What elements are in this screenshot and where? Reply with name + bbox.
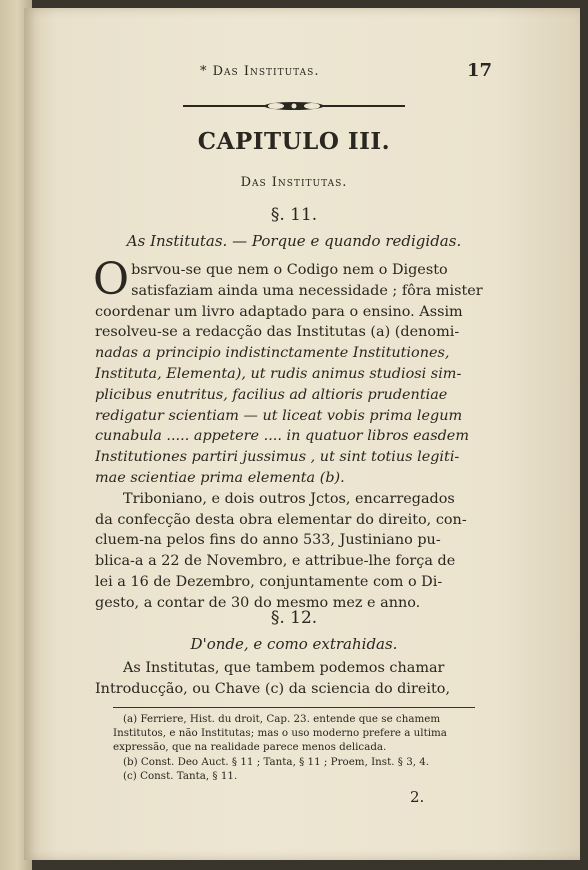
section-heading: D'onde, e como extrahidas. <box>190 635 398 653</box>
text-line: plicibus enutritus, facilius ad altioris prudentiae <box>95 386 448 403</box>
footnote-line: Institutos, e não Institutas; mas o uso moderno prefere a ultima <box>113 727 447 740</box>
text-line: mae scientiae prima elementa (b). <box>95 469 345 486</box>
footnote-line: (b) Const. Deo Auct. § 11 ; Tanta, § 11 ; Proem, Inst. § 3, 4. <box>123 755 430 768</box>
footnotes <box>113 712 493 783</box>
text-line: lei a 16 de Dezembro, conjuntamente com o Di- <box>95 573 443 590</box>
footnote-line: expressão, que na realidade parece menos delicada. <box>113 741 387 754</box>
chapter-title: CAPITULO III. <box>197 128 391 155</box>
text-line: Institutiones partiri jussimus , ut sint totius legiti- <box>95 449 460 466</box>
text-line: gesto, a contar de 30 do mesmo mez e anno. <box>95 594 421 611</box>
footnote-line: (c) Const. Tanta, § 11. <box>123 769 238 782</box>
text-line: Instituta, Elementa), ut rudis animus studiosi sim- <box>95 365 462 382</box>
running-header: * Das Institutas. <box>200 64 320 79</box>
paragraph-1 <box>93 254 488 614</box>
text-line: Triboniano, e dois outros Jctos, encarregados <box>123 490 455 507</box>
page-number: 17 <box>467 60 493 81</box>
section-number: §. 12. <box>270 608 318 628</box>
text-line: satisfaziam ainda uma necessidade ; fôra mister <box>131 282 483 299</box>
text-line: Introducção, ou Chave (c) da sciencia do direito, <box>95 680 451 697</box>
text-line: bsrvou-se que nem o Codigo nem o Digesto <box>131 262 448 278</box>
text-line: resolveu-se a redacção das Institutas (a) (denomi- <box>95 324 460 341</box>
paragraph-3 <box>95 658 488 700</box>
signature-mark: 2. <box>410 788 425 806</box>
footnote-rule <box>113 707 475 708</box>
text-line: As Institutas, que tambem podemos chamar <box>123 660 445 676</box>
footnote-line: (a) Ferriere, Hist. du droit, Cap. 23. entende que se chamem <box>123 713 441 725</box>
section-number: §. 11. <box>270 205 318 225</box>
text-line: blica-a a 22 de Novembro, e attribue-lhe força de <box>95 553 456 570</box>
ornament-rule <box>183 100 405 112</box>
text-line: nadas a principio indistinctamente Institutiones, <box>95 345 450 362</box>
text-line: coordenar um livro adaptado para o ensino. Assim <box>95 303 463 320</box>
drop-cap: O <box>93 254 130 305</box>
text-line: da confecção desta obra elementar do direito, con- <box>95 511 467 528</box>
text-line: cluem-na pelos fins do anno 533, Justiniano pu- <box>95 532 441 549</box>
section-heading: As Institutas. — Porque e quando redigidas. <box>126 232 462 250</box>
chapter-subtitle: Das Institutas. <box>240 175 348 190</box>
text-line: redigatur scientiam — ut liceat vobis prima legum <box>95 407 463 424</box>
text-line: cunabula ..... appetere .... in quatuor libros easdem <box>95 428 469 445</box>
